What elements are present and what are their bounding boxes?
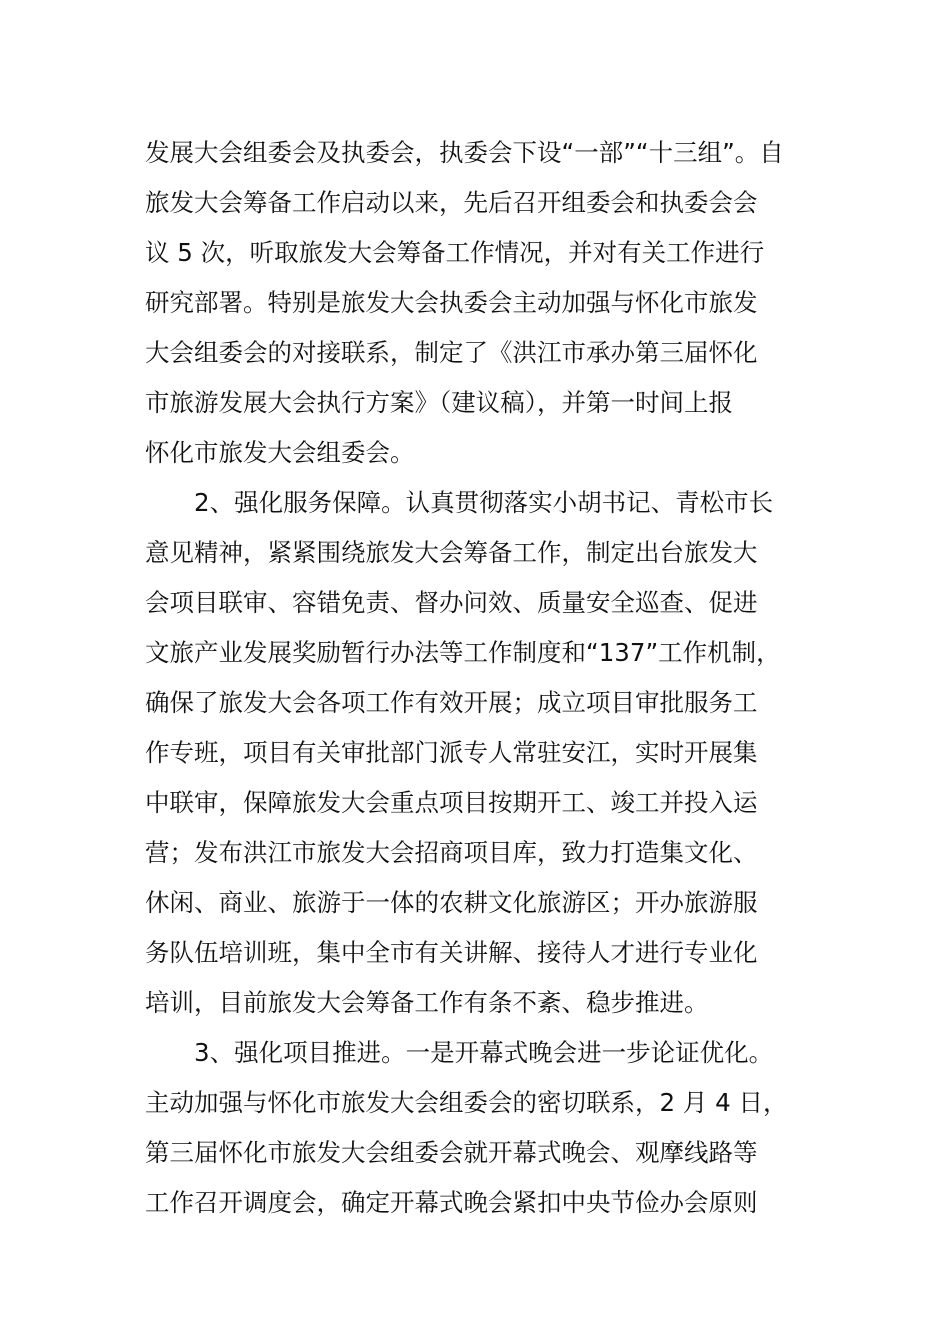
text-line: 第三届怀化市旅发大会组委会就开幕式晚会、观摩线路等: [145, 1138, 758, 1167]
document-body: [145, 128, 807, 1228]
text-line: 意见精神，紧紧围绕旅发大会筹备工作，制定出台旅发大: [145, 538, 758, 567]
text-line: 旅发大会筹备工作启动以来，先后召开组委会和执委会会: [145, 188, 758, 217]
text-line: 休闲、商业、旅游于一体的农耕文化旅游区；开办旅游服: [145, 888, 758, 917]
text-line: 营；发布洪江市旅发大会招商项目库，致力打造集文化、: [145, 838, 758, 867]
text-line: 中联审，保障旅发大会重点项目按期开工、竣工并投入运: [145, 788, 758, 817]
text-line: 务队伍培训班，集中全市有关讲解、接待人才进行专业化: [145, 938, 758, 967]
text-line: 议 5 次，听取旅发大会筹备工作情况，并对有关工作进行: [145, 238, 765, 267]
text-line: 确保了旅发大会各项工作有效开展；成立项目审批服务工: [145, 688, 758, 717]
text-line: 工作召开调度会，确定开幕式晚会紧扣中央节俭办会原则: [145, 1188, 758, 1217]
paragraph-start-line: 3、强化项目推进。一是开幕式晚会进一步论证优化。: [194, 1038, 774, 1067]
text-line: 大会组委会的对接联系，制定了《洪江市承办第三届怀化: [145, 338, 758, 367]
text-line: 主动加强与怀化市旅发大会组委会的密切联系，2 月 4 日，: [145, 1088, 788, 1117]
text-line: 研究部署。特别是旅发大会执委会主动加强与怀化市旅发: [145, 288, 758, 317]
text-line: 会项目联审、容错免责、督办问效、质量安全巡查、促进: [145, 588, 758, 617]
text-line: 市旅游发展大会执行方案》（建议稿），并第一时间上报: [145, 388, 733, 417]
text-line: 培训，目前旅发大会筹备工作有条不紊、稳步推进。: [145, 988, 709, 1017]
text-line: 文旅产业发展奖励暂行办法等工作制度和“137”工作机制，: [145, 638, 781, 667]
paragraph-start-line: 2、强化服务保障。认真贯彻落实小胡书记、青松市长: [194, 488, 774, 517]
text-line: 发展大会组委会及执委会，执委会下设“一部”“十三组”。自: [145, 138, 784, 167]
text-line: 怀化市旅发大会组委会。: [145, 438, 415, 467]
text-line: 作专班，项目有关审批部门派专人常驻安江，实时开展集: [145, 738, 758, 767]
